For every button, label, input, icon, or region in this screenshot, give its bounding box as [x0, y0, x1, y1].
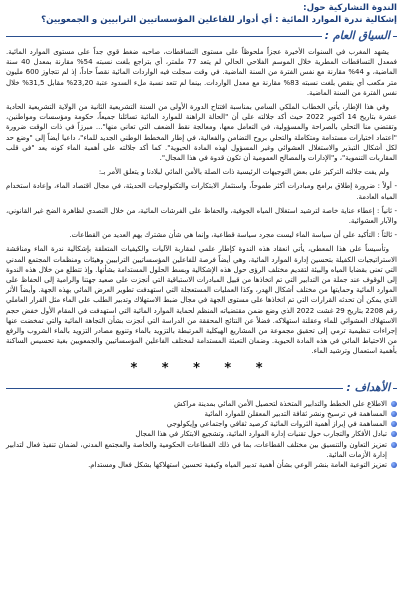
context-paragraph-2: وفي هذا الإطار، يأتي الخطاب الملكي السامي بمناسبة افتتاح الدورة الأولى من السنة التشريعية الثانية من الولاية التشريعية الحادية عشرة بتاريخ 14 أكتوبر 2022 حيث أكد جلالته على أن "الحالة الراهنة للموارد المائية تسائلنا جميعاً، حكومة ومؤسسات ومواطنين، وتقتضي منا التحلي بالصراحة والمسؤولية، في التعامل معها، ومعالجة نقط الضعف التي تعاني منها"... مبرزاً في ذات الوقت ضرورة "اعتماد اختيارات مستدامة ومتكاملة والتحلي بروح التضامن والفعالية، في إطار المخطط الوطني الجديد للماء"، داعيا أيضاً إلى "وضع حد لكل أشكال التبذير والاستغلال العشوائي وغير المسؤول لهذه المادة الحيوية". كما أكد جلالته على أهمية الماء كونه يعد "في قلب المقاربات التنموية"، و"الإدارات والمصالح العمومية أن تكون قدوة في هذا المجال".	[6, 103, 397, 163]
bullet-icon	[391, 411, 397, 417]
goal-item	[6, 419, 397, 429]
directive-item-2: - ثانياً : إعطاء عناية خاصة لترشيد استغلال المياه الجوفية، والحفاظ على الفرشات المائية، من خلال التصدي لظاهرة الضخ غير القانوني، والآبار العشوائية.	[6, 206, 397, 226]
bullet-icon	[391, 421, 397, 427]
context-paragraph-3: ولم يفت جلالته التركيز على بعض التوجيهات الرئيسية ذات الصلة بالأمن المائي لبلادنا و يتعلق الأمر بـ:	[98, 168, 389, 177]
context-paragraph-1: يشهد المغرب في السنوات الأخيرة عجزاً ملحوظاً على مستوى التساقطات، صاحبه ضغط قوي جداً على مستوى الموارد المائية. فمعدل التساقطات المطرية خلال الموسم الفلاحي الحالي لم يتعد 77 ملمتر، أي بتراجع بلغت نسبته 54% مقارنة بمعدل 40 سنة الماضية، و 44% مقارنة مع نفس الفترة من السنة الماضية. في وقت سجلت فيه الواردات المائية نقصاً حاداً، إذ لم تتجاوز 600 مليون متر مكعب أي بنقص بلغت نسبته 83% مقارنة مع معدل الواردات. بينما لم تتعد نسبة ملء السدود عتبة 23,20% مقابل 31,5% خلال نفس الفترة من السنة الماضية.	[6, 48, 397, 97]
section-context-title: السياق العام :	[322, 28, 393, 44]
goal-text: تبادل الأفكار والتجارب حول تقنيات إدارة الموارد المائية، وتشجيع الابتكار في هذا المجال	[135, 430, 387, 439]
section-goals-title: الأهداف :	[343, 380, 393, 396]
goals-list	[6, 399, 397, 470]
context-paragraph-final: وتأسيساً على هذا المعطى، يأتي انعقاد هذه الندوة كإطار علمي لمقاربة الآليات والكيفيات المتعلقة بإشكالية ندرة الماء ومناقشة الاستراتيجيات الكفيلة بتحسين إدارة الموارد المائية، وهي أيضاً فرصة للفاعلين المؤسساتيين الترابيين وهيئات ومنظمات المجتمع المدني التي تعنى بقضايا المياه والبيئة لتقديم مختلف الرؤى حول هذه الإشكالية وبسط الحلول المستدامة بشأنها. وإذ تتطلع من خلال هذه الندوة إلى الوقوف عند جملة من التدابير التي تم اتخاذها من قبيل المبادرات الاستباقية التي أنجزت على صعيد جهتنا والرامية إلى الحفاظ على الموارد المائية وحمايتها من مختلف أشكال الهدر، وكذا العمليات المستعجلة التي استهدفت تطوير العرض المائي بهذه الجهة. وأيضاً الأثر الذي يمكن أن تحدثه القرارات التي تم اتخاذها على مستوى الجهة في مجال ضبط الاستهلاك وتدبير الطلب على الماء مثل القرار العاملي رقم 2208 بتاريخ 29 غشت 2022 الذي وضع ضمن مقتضياته المنظم لحماية الموارد المائية التي استهدفت في المقام الأول خفض حجم الاستهلاك العشوائي للماء وعقلنة استهلاكه. فضلاً عن النتائج المحققة من الدراسة التي أنجزت بشأن التجاهة المائية والتي تمخضت عنها إجراءات تنظيمية ترمي إلى تحقيق مجموعة من المشاريع الهيكلية المرتبطة بالتزويد بالماء وتنويع مصادر التزويد بالماء الشروب والرفع من الاحتياط المائي في هذه المادة الحيوية. وضمان التعبئة المستدامة لمختلف الفاعلين المؤسساتيين والجمعويين بغية تحسيس الساكنة بأهمية استعمال وترشيد الماء.	[6, 245, 397, 356]
section-divider	[6, 388, 397, 389]
goal-text: المساهمة في ترسيخ ونشر ثقافة التدبير المعقلن للموارد المائية	[204, 409, 387, 418]
bullet-icon	[391, 442, 397, 448]
goal-item	[6, 399, 397, 409]
bullet-icon	[391, 462, 397, 468]
directive-item-1: - أولاً : ضرورة إطلاق برامج ومبادرات أكثر طموحاً، واستثمار الابتكارات والتكنولوجيات الحديثة، في مجال اقتصاد الماء، وإعادة استخدام المياه العادمة.	[6, 182, 397, 201]
seminar-title: إشكالية ندرة الموارد المائية : أي أدوار للفاعلين المؤسساتيين الترابيين و الجمعويين؟	[41, 15, 397, 25]
goal-text: المساهمة في إبراز أهمية الثروات المائية كرصيد ثقافي واجتماعي وإيكولوجي	[166, 420, 387, 429]
stars-separator: * * * * *	[130, 360, 273, 376]
goal-item	[6, 460, 397, 470]
seminar-heading: الندوة التشاركية حول:	[303, 3, 397, 13]
bullet-icon	[391, 431, 397, 437]
bullet-icon	[391, 401, 397, 407]
goal-item	[6, 429, 397, 439]
goal-text: تعزيز التعاون والتنسيق بين مختلف القطاعات، بما في ذلك القطاعات الحكومية والخاصة والمجتمع المدني، لضمان تنفيذ فعال لتدابير إدارة الأزمات المائية.	[6, 440, 387, 459]
section-context-header	[6, 28, 397, 44]
goal-item	[6, 409, 397, 419]
goal-text: تعزيز التوعية العامة بنشر الوعي بشأن أهمية تدبير المياه وكيفية تحسين استهلاكها بشكل فعال ومستدام.	[88, 460, 387, 469]
goal-item	[6, 440, 397, 460]
section-goals-header	[6, 380, 397, 396]
goal-text: الاطلاع على الخطط والتدابير المتخذة لتحصيل الأمن المائي بمدينة مراكش	[173, 399, 387, 408]
directive-item-3: - ثالثاً : التأكيد على أن سياسة الماء ليست مجرد سياسة قطاعية، وإنما هي شأن مشترك يهم العديد من القطاعات.	[69, 231, 397, 240]
